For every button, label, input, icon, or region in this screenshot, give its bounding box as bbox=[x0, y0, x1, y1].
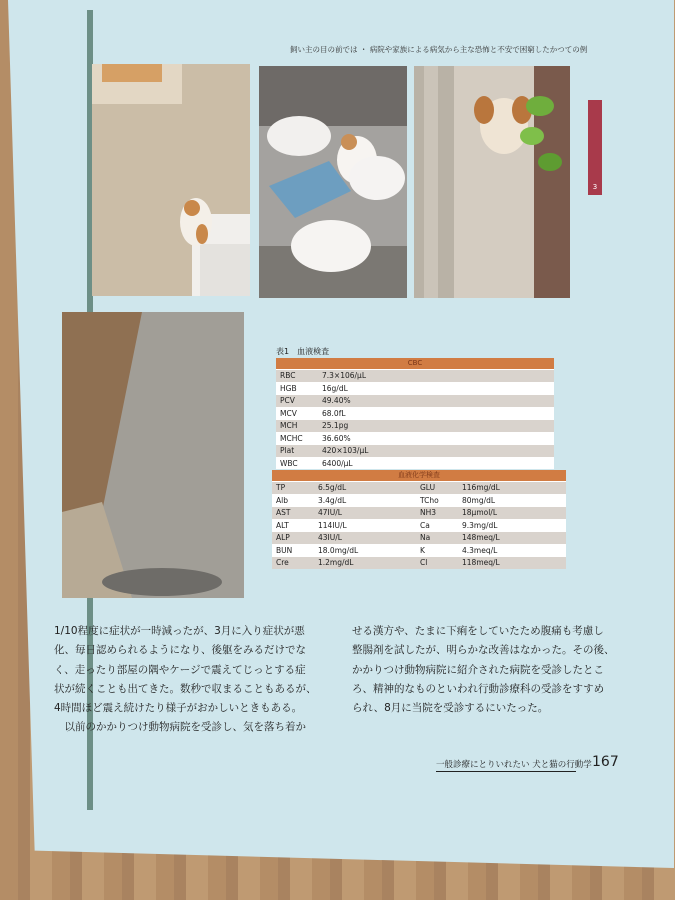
body-line: せる漢方や、たまに下痢をしていたため腹痛も考慮し bbox=[352, 625, 604, 637]
chem-value: 47IU/L bbox=[318, 508, 342, 517]
chem-value: 1.2mg/dL bbox=[318, 558, 354, 567]
chem-param: GLU bbox=[420, 483, 436, 492]
cbc-value: 36.60% bbox=[322, 433, 351, 443]
chem-param: BUN bbox=[276, 545, 293, 555]
chem-value: 114IU/L bbox=[318, 520, 347, 530]
chem-param: Ca bbox=[420, 520, 430, 530]
cbc-value: 25.1pg bbox=[322, 421, 349, 430]
chem-value: 6.5g/dL bbox=[318, 483, 347, 492]
footer-book-title bbox=[436, 758, 592, 770]
photo-dog-on-couch bbox=[259, 66, 407, 298]
cbc-param: MCHC bbox=[280, 433, 303, 443]
chem-value: 148meq/L bbox=[462, 533, 500, 542]
chapter-tab-label: 3 bbox=[592, 183, 598, 191]
chem-value: 43IU/L bbox=[318, 533, 342, 542]
cbc-row bbox=[276, 369, 554, 382]
body-line: 4時間ほど震え続けたり様子がおかしいときもある。 bbox=[54, 702, 303, 715]
cbc-value: 68.0fL bbox=[322, 408, 346, 418]
chem-param: K bbox=[420, 545, 425, 555]
chem-value: 18μmol/L bbox=[462, 508, 497, 517]
cbc-value: 6400/μL bbox=[322, 458, 353, 468]
chemistry-row bbox=[272, 556, 566, 569]
chapter-tab bbox=[588, 100, 602, 195]
cbc-row bbox=[276, 457, 554, 470]
photo-carpet-floor bbox=[62, 312, 244, 598]
cbc-value: 16g/dL bbox=[322, 383, 348, 393]
cbc-param: RBC bbox=[280, 371, 296, 380]
cbc-param: Plat bbox=[280, 446, 295, 455]
chemistry-row bbox=[272, 519, 566, 532]
body-line: 整腸剤を試したが、明らかな改善はなかった。その後、 bbox=[352, 644, 615, 657]
footer-title-text: 一般診療にとりいれたい 犬と猫の行動学 bbox=[436, 760, 592, 770]
cbc-header: CBC bbox=[276, 358, 554, 369]
body-text-left-column bbox=[54, 622, 334, 738]
chem-param: NH3 bbox=[420, 508, 437, 517]
body-line: 化、毎日認められるようになり、後躯をみるだけでな bbox=[54, 644, 306, 657]
chemistry-row bbox=[272, 494, 566, 507]
body-line: られ、8月に当院を受診するにいたった。 bbox=[352, 702, 549, 715]
chem-param: Na bbox=[420, 533, 431, 542]
cbc-param: HGB bbox=[280, 383, 297, 393]
cbc-param: PCV bbox=[280, 396, 295, 405]
chem-value: 9.3mg/dL bbox=[462, 520, 498, 530]
table-caption: 表1 血液検査 bbox=[276, 347, 330, 356]
chemistry-row bbox=[272, 506, 566, 519]
chemistry-header: 血液化学検査 bbox=[272, 470, 566, 481]
chem-param: ALT bbox=[276, 520, 289, 530]
cbc-row bbox=[276, 444, 554, 457]
photo-dog-on-floor bbox=[92, 64, 250, 296]
cbc-param: MCV bbox=[280, 408, 297, 418]
chem-param: TCho bbox=[420, 495, 439, 505]
cbc-value: 49.40% bbox=[322, 396, 351, 405]
cbc-row bbox=[276, 419, 554, 432]
body-line: 状が続くことも出てきた。数秒で収まることもあるが、 bbox=[54, 682, 317, 695]
body-text-right-column bbox=[352, 622, 616, 718]
chem-param: ALP bbox=[276, 533, 290, 542]
cbc-value: 420×103/μL bbox=[322, 446, 369, 455]
chem-param: Cre bbox=[276, 558, 289, 567]
cbc-value: 7.3×106/μL bbox=[322, 371, 367, 380]
chem-param: TP bbox=[276, 483, 286, 492]
body-line: 以前のかかりつけ動物病院を受診し、気を落ち着か bbox=[54, 721, 306, 734]
chem-param: Cl bbox=[420, 558, 428, 567]
chem-value: 80mg/dL bbox=[462, 495, 496, 505]
body-line: 1/10程度に症状が一時減ったが、3月に入り症状が悪 bbox=[54, 625, 305, 637]
chemistry-row bbox=[272, 531, 566, 544]
running-head: 飼い主の目の前では ・ 病院や家族による病気から主な恐怖と不安で困窮したかつての例 bbox=[290, 45, 588, 54]
page-number: 167 bbox=[592, 754, 619, 770]
photo-dog-behind-plant bbox=[414, 66, 570, 298]
cbc-table bbox=[276, 358, 554, 469]
cbc-param: WBC bbox=[280, 458, 298, 468]
body-line: ろ、精神的なものといわれ行動診療科の受診をすすめ bbox=[352, 682, 605, 695]
chem-value: 118meq/L bbox=[462, 558, 500, 567]
chemistry-row bbox=[272, 481, 566, 494]
chem-value: 3.4g/dL bbox=[318, 495, 347, 505]
body-line: く、走ったり部屋の隅やケージで震えてじっとする症 bbox=[54, 663, 306, 676]
cbc-param: MCH bbox=[280, 421, 298, 430]
chem-param: AST bbox=[276, 508, 291, 517]
chem-param: Alb bbox=[276, 495, 288, 505]
chem-value: 4.3meq/L bbox=[462, 545, 498, 555]
cbc-row bbox=[276, 407, 554, 420]
footer-underline bbox=[436, 771, 576, 772]
body-line: かかりつけ動物病院に紹介された病院を受診したとこ bbox=[352, 663, 604, 676]
chem-value: 18.0mg/dL bbox=[318, 545, 359, 555]
cbc-row bbox=[276, 394, 554, 407]
cbc-row bbox=[276, 382, 554, 395]
chem-value: 116mg/dL bbox=[462, 483, 500, 492]
chemistry-table bbox=[272, 470, 566, 569]
chemistry-row bbox=[272, 544, 566, 557]
cbc-row bbox=[276, 432, 554, 445]
